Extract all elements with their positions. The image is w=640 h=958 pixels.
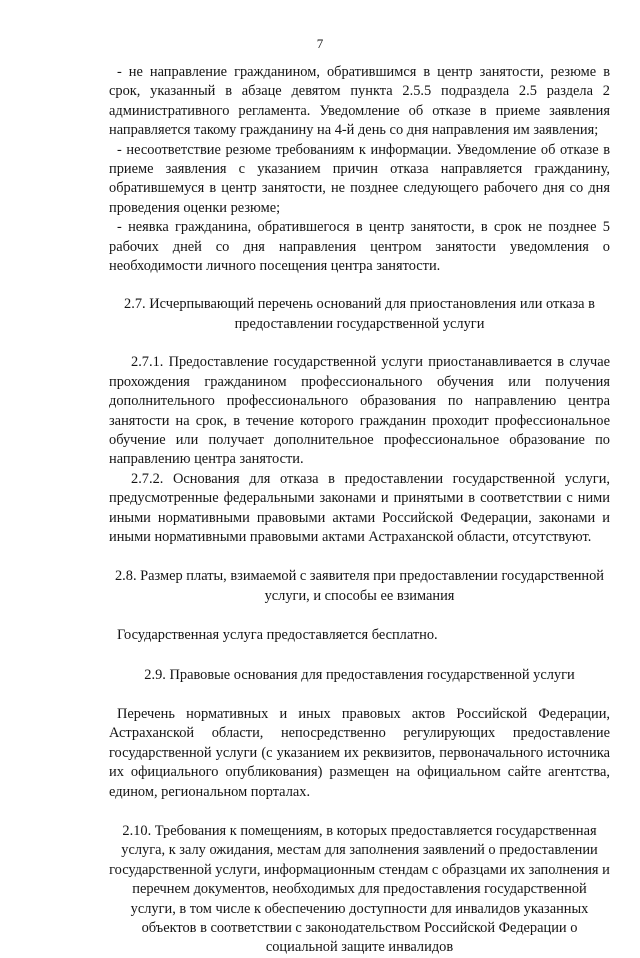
paragraph-2-7-2: 2.7.2. Основания для отказа в предоставлении государственной услуги, предусмотренные федеральными законами и принятыми в соответствии с ними иными нормативными правовыми актами Российской Федерации, законами и иными нормативными правовыми актами Астраханской области, отсутствуют.: [109, 470, 610, 545]
section-heading-2-7: 2.7. Исчерпывающий перечень оснований для приостановления или отказа в предоставлении государственной услуги: [124, 296, 595, 332]
section-heading-2-10: 2.10. Требования к помещениям, в которых предоставляется государственная услуга, к залу ожидания, местам для заполнения заявлений о предоставлении государственной услуги, информационным стендам с образцами их заполнения и перечнем документов, необходимых для предоставления государственной услуги, в том числе к обеспечению доступности для инвалидов указанных объектов в соответствии с законодательством Российской Федерации о социальной защите инвалидов: [109, 823, 610, 956]
paragraph-2-8: Государственная услуга предоставляется бесплатно.: [117, 627, 438, 644]
section-heading-2-8: 2.8. Размер платы, взимаемой с заявителя при предоставлении государственной услуги, и способы ее взимания: [114, 568, 605, 604]
paragraph-2-9: Перечень нормативных и иных правовых актов Российской Федерации, Астраханской области, непосредственно регулирующих предоставление государственной услуги (с указанием их реквизитов, первоначального источника их официального опубликования) размещен на официальном сайте агентства, едином, региональном порталах.: [109, 705, 610, 800]
document-body: [109, 63, 610, 958]
page-number: 7: [316, 36, 324, 51]
section-heading-2-9: 2.9. Правовые основания для предоставления государственной услуги: [144, 666, 575, 683]
paragraph-2-7-1: 2.7.1. Предоставление государственной услуги приостанавливается в случае прохождения гражданином профессионального обучения или получения дополнительного профессионального образования по направлению центра занятости на срок, в течение которого гражданин проходит профессиональное обучение или получает дополнительное профессиональное образование по направлению центра занятости.: [109, 354, 610, 468]
paragraph-resume-not-sent: - не направление гражданином, обратившимся в центр занятости, резюме в срок, указанный в абзаце девятом пункта 2.5.5 подраздела 2.5 раздела 2 административного регламента. Уведомление об отказе в приеме заявления направляется такому гражданину на 4-й день со дня направления им заявления;: [109, 64, 610, 139]
paragraph-resume-mismatch: - несоответствие резюме требованиям к информации. Уведомление об отказе в приеме заявления с указанием причин отказа направляется гражданину, обратившемуся в центр занятости, не позднее следующего рабочего дня со дня проведения оценки резюме;: [109, 141, 610, 216]
paragraph-no-show: - неявка гражданина, обратившегося в центр занятости, в срок не позднее 5 рабочих дней со дня направления центром занятости уведомления о необходимости личного посещения центра занятости.: [109, 219, 610, 275]
